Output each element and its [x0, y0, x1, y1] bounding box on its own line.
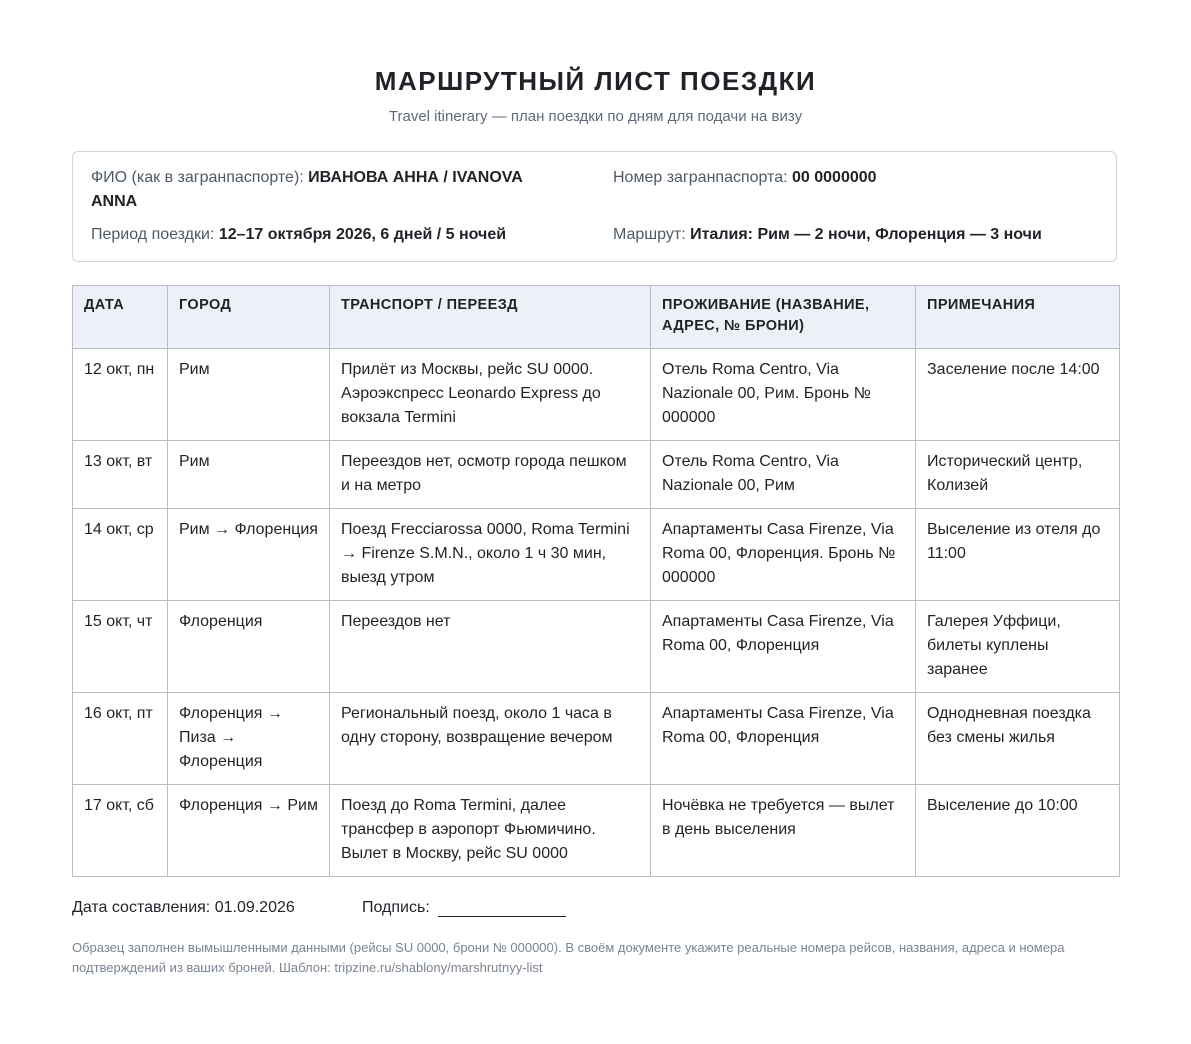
- cell-date: 16 окт, пт: [73, 693, 168, 785]
- compiled-date: Дата составления: 01.09.2026: [72, 899, 295, 916]
- column-header-accommodation: ПРОЖИВАНИЕ (НАЗВАНИЕ, АДРЕС, № БРОНИ): [651, 286, 916, 349]
- itinerary-table: [72, 285, 1120, 877]
- cell-accommodation: Отель Roma Centro, Via Nazionale 00, Рим. Бронь № 000000: [651, 349, 916, 441]
- fio-value: ИВАНОВА АННА / IVANOVA ANNA: [91, 169, 523, 210]
- table-row: [73, 601, 1120, 693]
- period-value: 12–17 октября 2026, 6 дней / 5 ночей: [218, 226, 507, 243]
- cell-accommodation: Ночёвка не требуется — вылет в день выселения: [651, 785, 916, 877]
- fio-field: [91, 166, 561, 214]
- cell-transport: Региональный поезд, около 1 часа в одну сторону, возвращение вечером: [330, 693, 651, 785]
- cell-date: 13 окт, вт: [73, 441, 168, 509]
- cell-city: Рим: [168, 349, 330, 441]
- table-row: [73, 441, 1120, 509]
- signature-field: [362, 899, 566, 917]
- cell-accommodation: Апартаменты Casa Firenze, Via Roma 00, Флоренция: [651, 601, 916, 693]
- fio-label: ФИО (как в загранпаспорте):: [91, 169, 304, 186]
- passport-label: Номер загранпаспорта:: [613, 169, 788, 186]
- table-row: [73, 693, 1120, 785]
- column-header-transport: ТРАНСПОРТ / ПЕРЕЕЗД: [330, 286, 651, 349]
- cell-notes: Однодневная поездка без смены жилья: [916, 693, 1120, 785]
- cell-notes: Выселение из отеля до 11:00: [916, 509, 1120, 601]
- cell-transport: Поезд до Roma Termini, далее трансфер в аэропорт Фьюмичино. Вылет в Москву, рейс SU 0000: [330, 785, 651, 877]
- cell-city: Рим → Флоренция: [168, 509, 330, 601]
- column-header-notes: ПРИМЕЧАНИЯ: [916, 286, 1120, 349]
- column-header-date: ДАТА: [73, 286, 168, 349]
- cell-accommodation: Апартаменты Casa Firenze, Via Roma 00, Флоренция: [651, 693, 916, 785]
- table-row: [73, 785, 1120, 877]
- signature-line: [438, 899, 566, 917]
- cell-city: Флоренция → Рим: [168, 785, 330, 877]
- route-label: Маршрут:: [613, 226, 686, 243]
- column-header-city: ГОРОД: [168, 286, 330, 349]
- cell-date: 12 окт, пн: [73, 349, 168, 441]
- table-row: [73, 349, 1120, 441]
- cell-accommodation: Отель Roma Centro, Via Nazionale 00, Рим: [651, 441, 916, 509]
- table-header-row: [73, 286, 1120, 349]
- route-field: [613, 223, 1113, 247]
- cell-notes: Галерея Уффици, билеты куплены заранее: [916, 601, 1120, 693]
- cell-city: Рим: [168, 441, 330, 509]
- period-field: [91, 223, 591, 247]
- cell-date: 17 окт, сб: [73, 785, 168, 877]
- traveler-info-box: [72, 151, 1117, 262]
- route-value: Италия: Рим — 2 ночи, Флоренция — 3 ночи: [690, 226, 1042, 243]
- cell-notes: Выселение до 10:00: [916, 785, 1120, 877]
- cell-transport: Прилёт из Москвы, рейс SU 0000. Аэроэкспресс Leonardo Express до вокзала Termini: [330, 349, 651, 441]
- cell-transport: Поезд Frecciarossa 0000, Roma Termini → Firenze S.M.N., около 1 ч 30 мин, выезд утром: [330, 509, 651, 601]
- footnote: Образец заполнен вымышленными данными (рейсы SU 0000, брони № 000000). В своём документе укажите реальные номера рейсов, названия, адреса и номера подтверждений из ваших броней. Шаблон: tripzine.ru/shablony/marshrutnyy-list: [72, 940, 1065, 975]
- cell-date: 14 окт, ср: [73, 509, 168, 601]
- passport-value: 00 0000000: [792, 169, 877, 186]
- cell-transport: Переездов нет, осмотр города пешком и на метро: [330, 441, 651, 509]
- cell-city: Флоренция: [168, 601, 330, 693]
- page-subtitle: Travel itinerary — план поездки по дням для подачи на визу: [388, 108, 803, 125]
- cell-date: 15 окт, чт: [73, 601, 168, 693]
- cell-notes: Заселение после 14:00: [916, 349, 1120, 441]
- passport-field: [613, 166, 1093, 190]
- cell-notes: Исторический центр, Колизей: [916, 441, 1120, 509]
- cell-transport: Переездов нет: [330, 601, 651, 693]
- cell-accommodation: Апартаменты Casa Firenze, Via Roma 00, Флоренция. Бронь № 000000: [651, 509, 916, 601]
- page-title: МАРШРУТНЫЙ ЛИСТ ПОЕЗДКИ: [374, 66, 817, 96]
- cell-city: Флоренция → Пиза → Флоренция: [168, 693, 330, 785]
- period-label: Период поездки:: [91, 226, 215, 243]
- signature-label: Подпись:: [362, 899, 430, 916]
- table-row: [73, 509, 1120, 601]
